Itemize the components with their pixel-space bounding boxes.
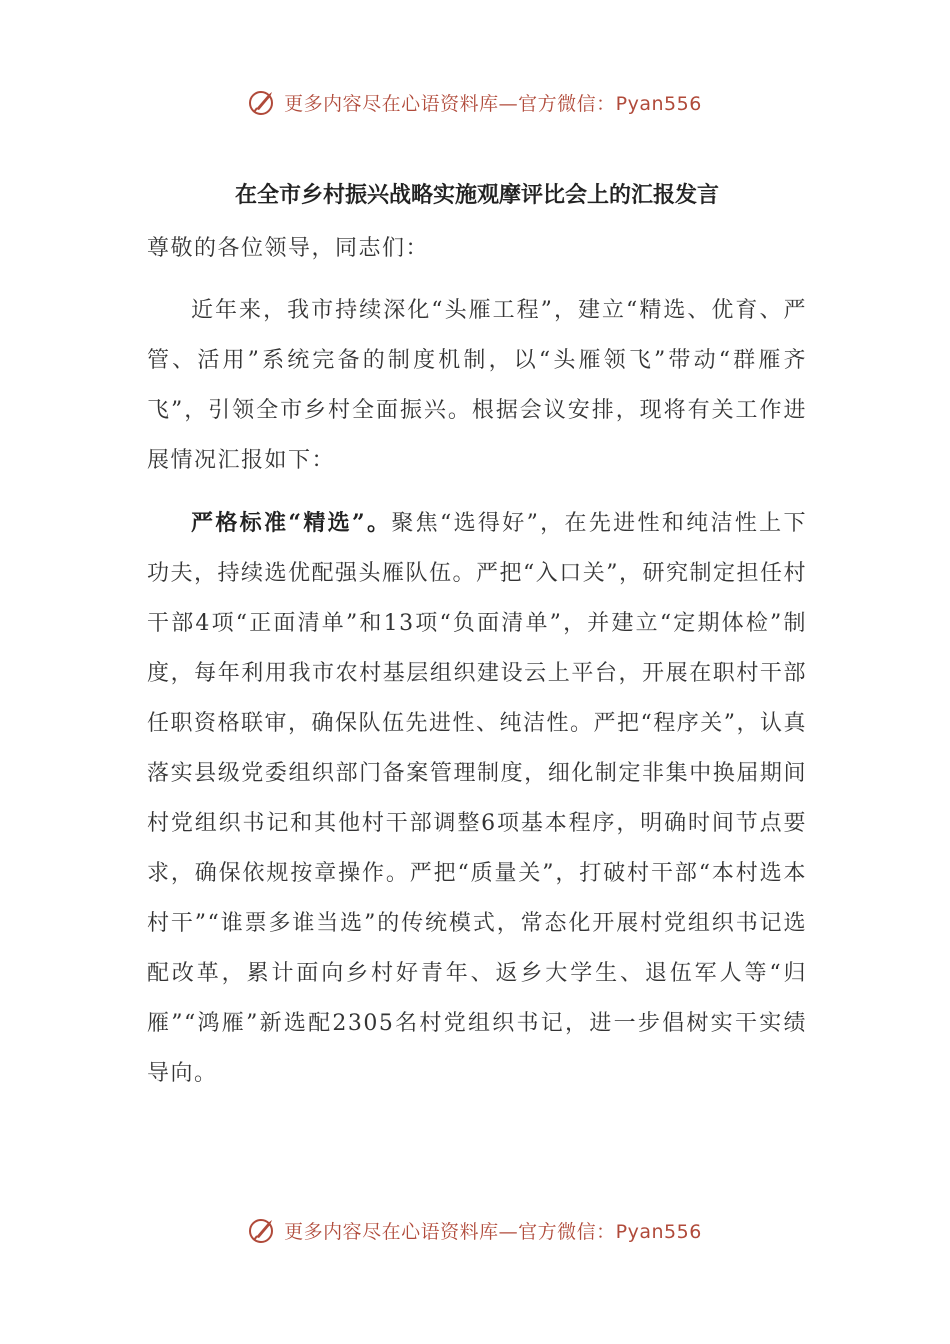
header-watermark (0, 82, 950, 122)
watermark-text: 更多内容尽在心语资料库—官方微信：Pyan556 (284, 92, 702, 115)
salutation: 尊敬的各位领导，同志们： (147, 236, 430, 261)
watermark-account: Pyan556 (615, 92, 702, 115)
watermark-text: 更多内容尽在心语资料库—官方微信：Pyan556 (284, 1220, 702, 1243)
intro-paragraph: 近年来，我市持续深化“头雁工程”，建立“精选、优育、严管、活用”系统完备的制度机制，以“头雁领飞”带动“群雁齐飞”，引领全市乡村全面振兴。根据会议安排，现将有关工作进展情况汇报如下： (147, 298, 807, 473)
quill-pen-logo-icon (248, 87, 278, 117)
document-body (147, 170, 807, 1111)
section-lead-1: 严格标准“精选”。 (191, 510, 392, 536)
document-title: 在全市乡村振兴战略实施观摩评比会上的汇报发言 (234, 182, 719, 208)
quill-pen-logo-icon (248, 1215, 278, 1245)
footer-watermark (0, 1210, 950, 1250)
section-paragraph-1 (147, 498, 807, 1099)
watermark-account: Pyan556 (615, 1220, 702, 1243)
section-body-1: 聚焦“选得好”，在先进性和纯洁性上下功夫，持续选优配强头雁队伍。严把“入口关”，研究制定担任村干部4项“正面清单”和13项“负面清单”，并建立“定期体检”制度，每年利用我市农村基层组织建设云上平台，开展在职村干部任职资格联审，确保队伍先进性、纯洁性。严把“程序关”，认真落实县级党委组织部门备案管理制度，细化制定非集中换届期间村党组织书记和其他村干部调整6项基本程序，明确时间节点要求，确保依规按章操作。严把“质量关”，打破村干部“本村选本村干”“谁票多谁当选”的传统模式，常态化开展村党组织书记选配改革，累计面向乡村好青年、返乡大学生、退伍军人等“归雁”“鸿雁”新选配2305名村党组织书记，进一步倡树实干实绩导向。 (147, 511, 808, 1086)
